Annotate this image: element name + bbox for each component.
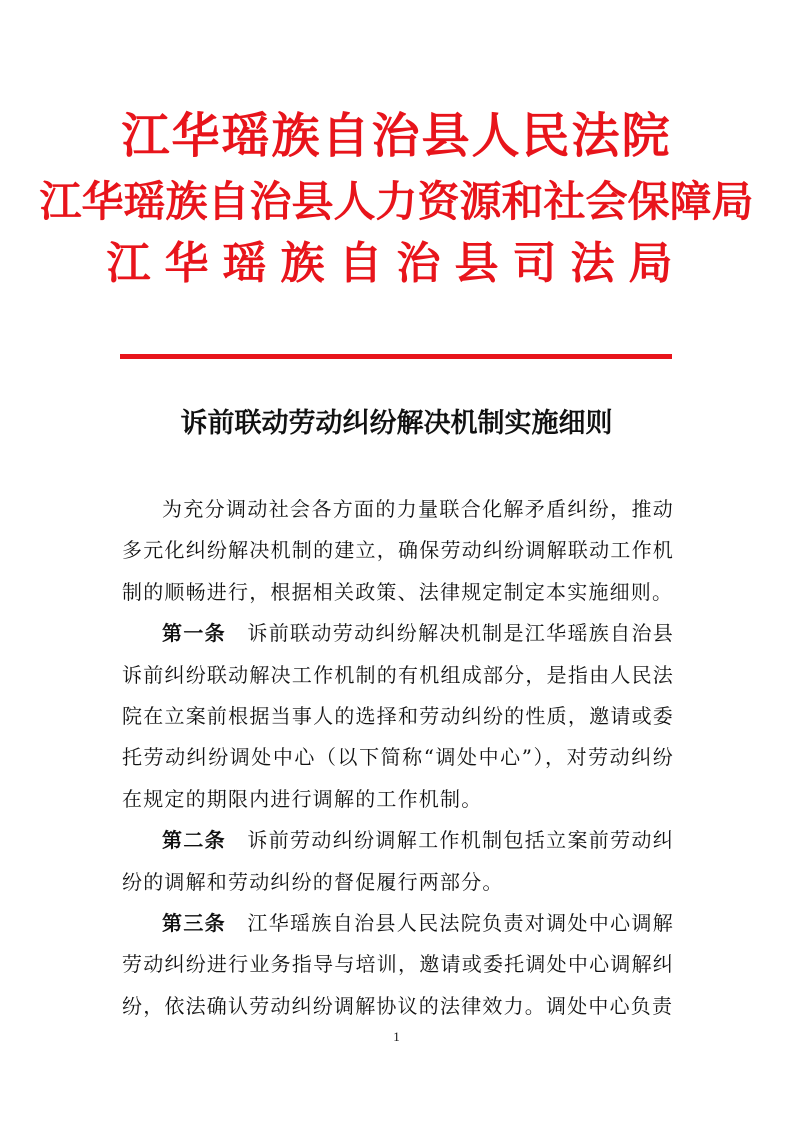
document-body bbox=[122, 489, 674, 1027]
article-text: 江华瑶族自治县人民法院负责对调处中心调解劳动纠纷进行业务指导与培训，邀请或委托调处中心调解纠纷，依法确认劳动纠纷调解协议的法律效力。调处中心负责 bbox=[122, 911, 675, 1018]
article-label: 第二条 bbox=[162, 828, 227, 853]
page-number: 1 bbox=[393, 1029, 400, 1044]
article-paragraph bbox=[122, 613, 674, 820]
article-label: 第一条 bbox=[162, 621, 227, 646]
red-header-rule bbox=[120, 354, 672, 359]
issuer-line-court: 江华瑶族自治县人民法院 bbox=[121, 108, 672, 164]
article-paragraph bbox=[122, 903, 674, 1027]
article-text: 诉前劳动纠纷调解工作机制包括立案前劳动纠纷的调解和劳动纠纷的督促履行两部分。 bbox=[122, 828, 675, 894]
intro-paragraph: 为充分调动社会各方面的力量联合化解矛盾纠纷，推动多元化纠纷解决机制的建立，确保劳动纠纷调解联动工作机制的顺畅进行，根据相关政策、法律规定制定本实施细则。 bbox=[122, 497, 674, 604]
issuer-line-hr-bureau: 江华瑶族自治县人力资源和社会保障局 bbox=[39, 177, 754, 226]
article-label: 第三条 bbox=[162, 911, 227, 936]
issuer-line-justice-bureau: 江华瑶族自治县司法局 bbox=[106, 238, 687, 289]
article-text: 诉前联动劳动纠纷解决机制是江华瑶族自治县诉前纠纷联动解决工作机制的有机组成部分，是指由人民法院在立案前根据当事人的选择和劳动纠纷的性质，邀请或委托劳动纠纷调处中心（以下简称“调处中心”），对劳动纠纷在规定的期限内进行调解的工作机制。 bbox=[122, 621, 675, 811]
document-title: 诉前联动劳动纠纷解决机制实施细则 bbox=[180, 408, 613, 439]
article-paragraph bbox=[122, 820, 674, 903]
